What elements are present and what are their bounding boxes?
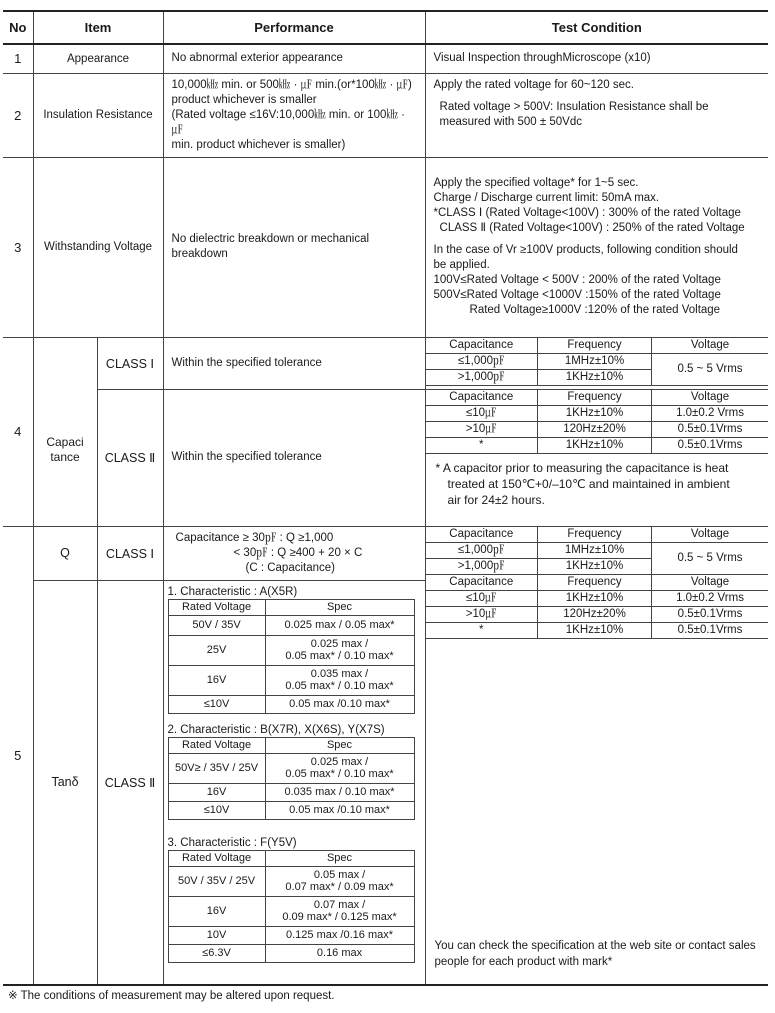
heat-treatment-note (426, 454, 769, 508)
text-line: Capacitance ≥ 30㎊ : Q ≥1,000 (175, 531, 334, 544)
q-conditions (426, 527, 769, 639)
cond-row (426, 421, 769, 437)
table-row (3, 389, 768, 526)
spec-header-row (168, 850, 414, 866)
text-line: product whichever is smaller (171, 93, 317, 106)
spec-header: Spec (265, 737, 414, 753)
text-line: Charge / Discharge current limit: 50mA max. (433, 192, 660, 204)
spec-header: Rated Voltage (168, 737, 265, 753)
text-line: Apply the specified voltage* for 1~5 sec. (433, 177, 639, 189)
spec-header: Rated Voltage (168, 599, 265, 615)
reliability-table (3, 10, 768, 986)
spec-value: 0.025 max / 0.05 max* / 0.10 max* (265, 753, 414, 783)
cap-class2-conditions (426, 390, 769, 454)
cond-header-row (426, 338, 769, 354)
cond-cell: 1MHz±10% (538, 353, 652, 369)
item-insulation: Insulation Resistance (33, 73, 163, 157)
spec-table-x7r (168, 737, 415, 820)
cond-header: Frequency (538, 338, 652, 354)
cond-cell: ≤1,000㎊ (426, 542, 538, 558)
item-tan-delta: Tanδ (33, 580, 97, 985)
perf-appearance: No abnormal exterior appearance (163, 44, 425, 73)
cond-cell: 1MHz±10% (538, 542, 652, 558)
perf-withstanding: No dielectric breakdown or mechanical breakdown (163, 157, 425, 337)
spec-header-row (168, 737, 414, 753)
spec-voltage: 16V (168, 783, 265, 801)
item-capacitance (33, 337, 97, 526)
cond-cell: 0.5±0.1Vrms (652, 437, 769, 453)
spec-voltage: 16V (168, 665, 265, 695)
spec-header: Spec (265, 599, 414, 615)
spec-voltage: 25V (168, 635, 265, 665)
spec-value: 0.05 max /0.10 max* (265, 801, 414, 819)
cond-header: Voltage (652, 574, 769, 590)
cond-cell: >1,000㎊ (426, 369, 538, 385)
class-1-label: CLASS Ⅰ (97, 337, 163, 389)
cond-header: Frequency (538, 574, 652, 590)
text-line: You can check the specification at the web site or contact sales (434, 940, 756, 952)
text-line: (Rated voltage ≤16V:10,000㎑ min. or 100㎑ · ㎌ (171, 108, 405, 136)
text-line: measured with 500 ± 50Vdc (439, 115, 582, 128)
spec-row (168, 926, 414, 944)
spec-voltage: ≤6.3V (168, 944, 265, 962)
cond-voltage: 0.5 ~ 5 Vrms (652, 542, 769, 574)
spec-value: 0.025 max / 0.05 max* / 0.10 max* (265, 635, 414, 665)
text-line: air for 24±2 hours. (447, 492, 545, 507)
text-line: 500V≤Rated Voltage <1000V :150% of the rated Voltage (433, 289, 721, 301)
header-test-condition: Test Condition (425, 11, 768, 44)
cond-header: Frequency (538, 390, 652, 406)
cond-header-row (426, 527, 769, 543)
row-no: 1 (3, 44, 33, 73)
test-appearance: Visual Inspection throughMicroscope (x10) (425, 44, 768, 73)
header-no: No (3, 11, 33, 44)
footnote: ※ The conditions of measurement may be altered upon request. (8, 990, 335, 1002)
cond-row (426, 353, 769, 369)
spec-row (168, 695, 414, 713)
cond-cell: ≤10㎌ (426, 405, 538, 421)
spec-value: 0.07 max / 0.09 max* / 0.125 max* (265, 896, 414, 926)
text-line: CLASS Ⅱ (Rated Voltage<100V) : 250% of the rated Voltage (439, 222, 745, 234)
spec-header: Rated Voltage (168, 850, 265, 866)
spec-table-x5r (168, 599, 415, 714)
text-line: In the case of Vr ≥100V products, following condition should (433, 244, 738, 256)
cond-cell: ≤10㎌ (426, 590, 538, 606)
spec-voltage: ≤10V (168, 695, 265, 713)
cond-header: Capacitance (426, 527, 538, 543)
cond-row (426, 437, 769, 453)
spec-row (168, 783, 414, 801)
cond-cell: 120Hz±20% (538, 421, 652, 437)
text-line: < 30㎊ : Q ≥400 + 20 × C (233, 546, 363, 559)
text-line: Rated Voltage≥1000V :120% of the rated Voltage (469, 304, 721, 316)
web-site-note (435, 938, 756, 970)
test-cap-class1 (425, 337, 768, 389)
cond-header: Capacitance (426, 390, 538, 406)
cond-cell: 1KHz±10% (538, 369, 652, 385)
cond-row (426, 542, 769, 558)
capacitance-label: Capaci tance (46, 435, 84, 464)
spec-value: 0.05 max / 0.07 max* / 0.09 max* (265, 866, 414, 896)
cond-cell: 0.5±0.1Vrms (652, 606, 769, 622)
class-2-label: CLASS Ⅱ (97, 580, 163, 985)
cond-cell: >10㎌ (426, 421, 538, 437)
text-line: (C : Capacitance) (245, 561, 335, 574)
header-item: Item (33, 11, 163, 44)
spec-voltage: 16V (168, 896, 265, 926)
cond-row (426, 622, 769, 638)
perf-tan-delta (163, 580, 425, 985)
cond-cell: * (426, 622, 538, 638)
cond-cell: 1.0±0.2 Vrms (652, 590, 769, 606)
spec-voltage: 50V / 35V / 25V (168, 866, 265, 896)
spec-row (168, 896, 414, 926)
cond-cell: 1KHz±10% (538, 558, 652, 574)
class-1-label: CLASS Ⅰ (97, 526, 163, 580)
text-line: min. product whichever is smaller) (171, 138, 346, 151)
cap-class1-conditions (426, 338, 769, 386)
spec-value: 0.16 max (265, 944, 414, 962)
text-line: 10,000㎑ min. or 500㎑ · ㎌ min.(or*100㎑ · ㎌) (171, 78, 412, 91)
cond-cell: >1,000㎊ (426, 558, 538, 574)
text-line: Rated voltage > 500V: Insulation Resistance shall be (439, 100, 709, 113)
item-withstanding: Withstanding Voltage (33, 157, 163, 337)
row-no: 4 (3, 337, 33, 526)
spec-value: 0.035 max / 0.05 max* / 0.10 max* (265, 665, 414, 695)
cond-header: Voltage (652, 338, 769, 354)
class-2-label: CLASS Ⅱ (97, 389, 163, 526)
characteristic-title: 1. Characteristic : A(X5R) (167, 585, 298, 598)
test-withstanding (425, 157, 768, 337)
text-line: be applied. (433, 259, 490, 271)
spec-voltage: 50V≥ / 35V / 25V (168, 753, 265, 783)
spec-voltage: 10V (168, 926, 265, 944)
spec-table-y5v (168, 850, 415, 963)
text-line: * A capacitor prior to measuring the capacitance is heat (435, 460, 729, 475)
perf-cap-class1: Within the specified tolerance (163, 337, 425, 389)
row-no: 5 (3, 526, 33, 985)
cond-cell: 1KHz±10% (538, 405, 652, 421)
cond-row (426, 606, 769, 622)
perf-insulation (163, 73, 425, 157)
spec-voltage: ≤10V (168, 801, 265, 819)
cond-header: Voltage (652, 527, 769, 543)
table-row (3, 526, 768, 580)
text-line: 100V≤Rated Voltage < 500V : 200% of the rated Voltage (433, 274, 721, 286)
cond-header-row (426, 390, 769, 406)
spec-row (168, 635, 414, 665)
text-line: treated at 150℃+0/–10℃ and maintained in ambient (447, 476, 730, 491)
spec-value: 0.025 max / 0.05 max* (265, 615, 414, 635)
cond-cell: 120Hz±20% (538, 606, 652, 622)
spec-row (168, 753, 414, 783)
text-line: *CLASS Ⅰ (Rated Voltage<100V) : 300% of the rated Voltage (433, 207, 741, 219)
cond-header-row (426, 574, 769, 590)
spec-row (168, 665, 414, 695)
spec-row (168, 866, 414, 896)
test-insulation (425, 73, 768, 157)
spec-value: 0.035 max / 0.10 max* (265, 783, 414, 801)
row-no: 2 (3, 73, 33, 157)
cond-header: Voltage (652, 390, 769, 406)
cond-cell: * (426, 437, 538, 453)
table-row (3, 157, 768, 337)
spec-row (168, 801, 414, 819)
table-row (3, 337, 768, 389)
cond-cell: ≤1,000㎊ (426, 353, 538, 369)
perf-q (163, 526, 425, 580)
cond-cell: 1KHz±10% (538, 622, 652, 638)
table-row (3, 44, 768, 73)
item-q: Q (33, 526, 97, 580)
test-q-tan (425, 526, 768, 985)
cond-cell: >10㎌ (426, 606, 538, 622)
perf-cap-class2: Within the specified tolerance (163, 389, 425, 526)
cond-header: Capacitance (426, 574, 538, 590)
row-no: 3 (3, 157, 33, 337)
table-header (3, 11, 768, 44)
cond-voltage: 0.5 ~ 5 Vrms (652, 353, 769, 385)
text-line: people for each product with mark* (434, 956, 613, 968)
characteristic-title: 3. Characteristic : F(Y5V) (167, 836, 297, 849)
spec-header-row (168, 599, 414, 615)
item-appearance: Appearance (33, 44, 163, 73)
cond-header: Frequency (538, 527, 652, 543)
cond-cell: 1KHz±10% (538, 590, 652, 606)
cond-cell: 1KHz±10% (538, 437, 652, 453)
cond-row (426, 590, 769, 606)
cond-cell: 1.0±0.2 Vrms (652, 405, 769, 421)
spec-value: 0.05 max /0.10 max* (265, 695, 414, 713)
spec-row (168, 615, 414, 635)
spec-row (168, 944, 414, 962)
test-cap-class2 (425, 389, 768, 526)
spec-value: 0.125 max /0.16 max* (265, 926, 414, 944)
header-performance: Performance (163, 11, 425, 44)
text-line: Apply the rated voltage for 60~120 sec. (433, 78, 634, 91)
table-row (3, 73, 768, 157)
spec-voltage: 50V / 35V (168, 615, 265, 635)
cond-header: Capacitance (426, 338, 538, 354)
cond-cell: 0.5±0.1Vrms (652, 421, 769, 437)
spec-header: Spec (265, 850, 414, 866)
characteristic-title: 2. Characteristic : B(X7R), X(X6S), Y(X7S) (167, 723, 385, 736)
cond-cell: 0.5±0.1Vrms (652, 622, 769, 638)
cond-row (426, 405, 769, 421)
